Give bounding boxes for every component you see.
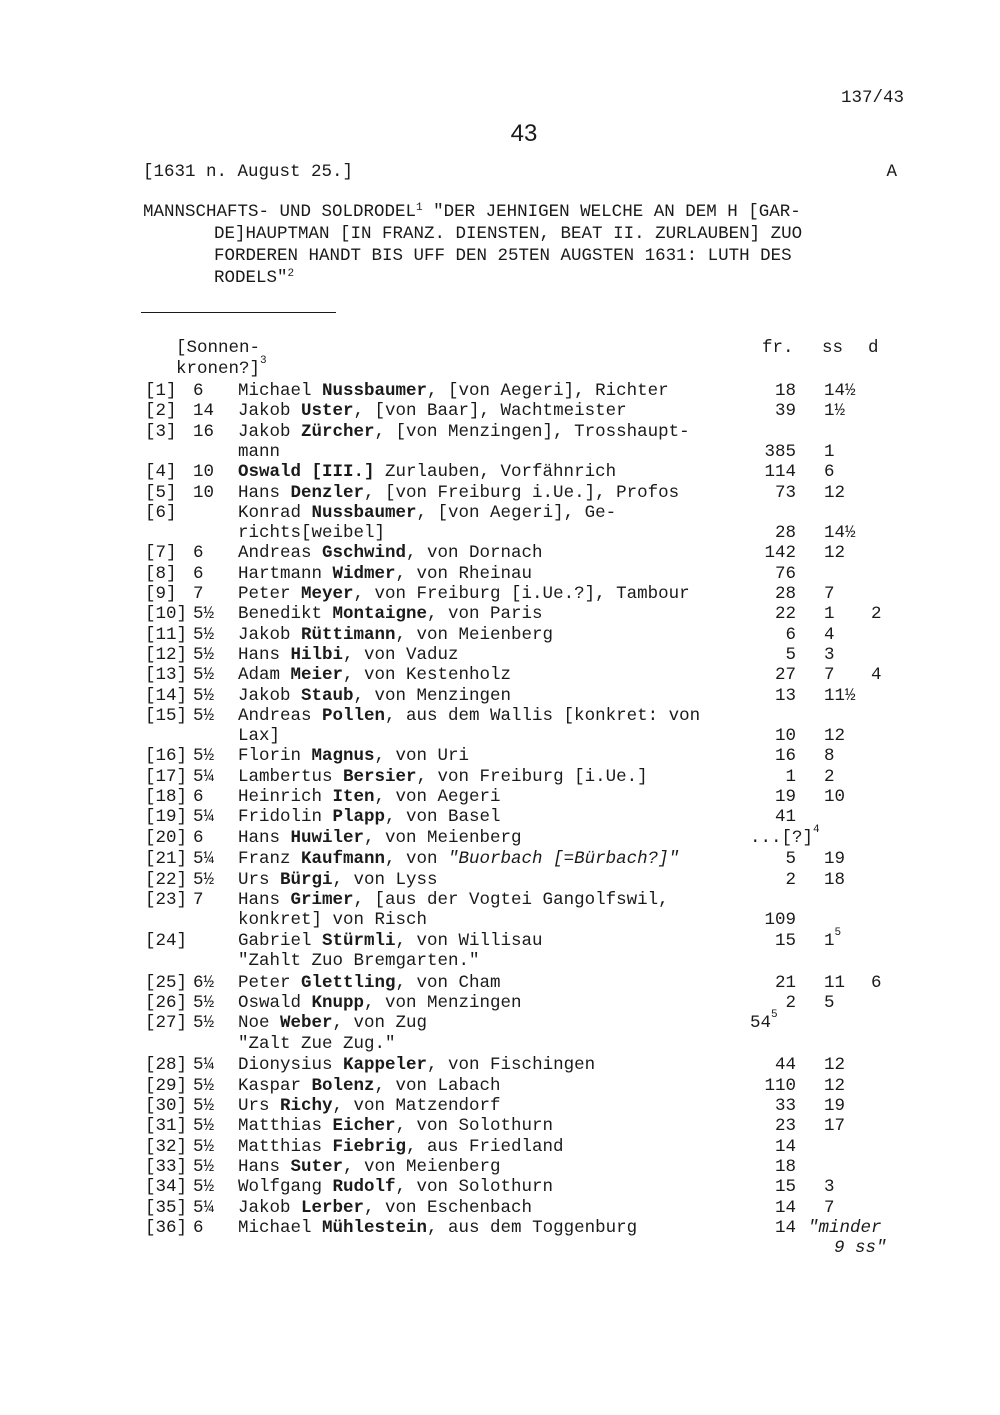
row-fr: ...[?]$^4$ (750, 823, 820, 848)
row-ss: 3 (824, 644, 835, 665)
row-sonnenkronen: 6 (193, 543, 204, 564)
table-row (0, 870, 1000, 890)
row-name: Benedikt Montaigne, von Paris (238, 604, 543, 625)
table-row (0, 1096, 1000, 1116)
table-row (0, 564, 1000, 584)
separator-rule (141, 312, 336, 313)
row-index: [11] (145, 624, 188, 645)
row-ss: 12 (824, 1055, 846, 1076)
table-row (0, 890, 1000, 931)
row-sonnenkronen: 5½ (193, 685, 215, 706)
row-sonnenkronen: 6 (193, 827, 204, 848)
row-name: Jakob Zürcher, [von Menzingen], Trosshaupt- (238, 421, 690, 442)
fr-footnote: 4 (813, 823, 820, 836)
row-name: Hans Suter, von Meienberg (238, 1156, 501, 1177)
row-name: Michael Mühlestein, aus dem Toggenburg (238, 1217, 638, 1238)
table-row (0, 746, 1000, 766)
table-row (0, 1177, 1000, 1197)
row-index: [13] (145, 665, 188, 686)
row-ss: 17 (824, 1116, 846, 1137)
table-row (0, 1076, 1000, 1096)
row-sonnenkronen: 5½ (193, 705, 215, 726)
row-name: Andreas Pollen, aus dem Wallis [konkret: von (238, 705, 701, 726)
row-name: Kaspar Bolenz, von Labach (238, 1075, 501, 1096)
row-sonnenkronen: 5¼ (193, 766, 215, 787)
row-ss: 6 (824, 462, 835, 483)
row-name: Lambertus Bersier, von Freiburg [i.Ue.] (238, 766, 648, 787)
row-index: [19] (145, 807, 188, 828)
row-fr: 19 (774, 787, 796, 807)
row-surname: Magnus (311, 746, 375, 767)
row-index: [16] (145, 746, 188, 767)
row-index: [36] (145, 1217, 188, 1238)
row-fr: 41 (774, 807, 796, 828)
row-fr: 10 (774, 726, 796, 747)
row-surname: Lerber (301, 1197, 365, 1218)
row-name: Heinrich Iten, von Aegeri (238, 787, 501, 807)
row-ss: 11 (824, 972, 846, 993)
row-surname: Kappeler (343, 1055, 428, 1076)
row-name: Hartmann Widmer, von Rheinau (238, 563, 533, 584)
row-index: [2] (145, 401, 177, 422)
table-row (0, 807, 1000, 827)
row-ss: $1^5$ (824, 926, 842, 951)
header-fr: fr. (762, 338, 794, 358)
row-index: [5] (145, 482, 177, 503)
row-fr: 18 (774, 1156, 796, 1177)
table-row (0, 1157, 1000, 1177)
row-surname: Rudolf (332, 1177, 396, 1198)
table-row (0, 625, 1000, 645)
row-surname: Eicher (332, 1116, 396, 1137)
table-row (0, 973, 1000, 993)
row-index: [6] (145, 502, 177, 523)
table-row (0, 1009, 1000, 1054)
fr-footnote: 5 (771, 1009, 778, 1022)
row-sonnenkronen: 5½ (193, 1177, 215, 1198)
row-index: [25] (145, 972, 188, 993)
row-name: Dionysius Kappeler, von Fischingen (238, 1055, 596, 1076)
row-surname: Gschwind (322, 543, 407, 564)
table-row (0, 849, 1000, 869)
row-sonnenkronen: 5¼ (193, 807, 215, 828)
row-name: Gabriel Stürmli, von Willisau (238, 930, 543, 951)
row-surname: Montaigne (332, 604, 428, 625)
row-sonnenkronen: 5½ (193, 604, 215, 625)
row-note: "Zahlt Zuo Bremgarten." (238, 950, 480, 971)
table-row (0, 787, 1000, 807)
row-sonnenkronen: 7 (193, 584, 204, 604)
row-ss: 1½ (824, 401, 846, 422)
table-row (0, 705, 1000, 747)
table-row (0, 381, 1000, 401)
table-row (0, 1198, 1000, 1218)
row-index: [14] (145, 685, 188, 706)
row-sonnenkronen: 5½ (193, 869, 215, 890)
row-name: Wolfgang Rudolf, von Solothurn (238, 1177, 554, 1198)
archive-reference: 137/43 (840, 88, 904, 108)
row-index: [12] (145, 644, 188, 665)
table-row (0, 584, 1000, 604)
row-note: "Zalt Zue Zug." (238, 1033, 396, 1054)
row-surname: Mühlestein (322, 1217, 428, 1238)
row-name: Peter Glettling, von Cham (238, 972, 501, 993)
row-fr: 6 (785, 624, 796, 645)
ss-footnote: 5 (834, 926, 842, 939)
row-fr: 14 (774, 1217, 796, 1238)
row-index: [35] (145, 1197, 188, 1218)
row-name: Franz Kaufmann, von "Buorbach [=Bürbach?]" (238, 849, 680, 870)
row-surname: Huwiler (290, 827, 365, 848)
row-name: Konrad Nussbaumer, [von Aegeri], Ge- (238, 502, 617, 523)
row-surname: Weber (280, 1013, 333, 1034)
row-surname: Widmer (332, 563, 396, 584)
header-d: d (868, 338, 879, 358)
row-name: Jakob Staub, von Menzingen (238, 685, 512, 706)
row-index: [15] (145, 705, 188, 726)
row-name: Hans Grimer, [aus der Vogtei Gangolfswil, (238, 890, 669, 910)
row-index: [9] (145, 584, 177, 604)
row-sonnenkronen: 5¼ (193, 1197, 215, 1218)
row-fr: 21 (774, 972, 796, 993)
table-row (0, 1055, 1000, 1075)
row-sonnenkronen: 5½ (193, 1096, 215, 1116)
row-fr: 18 (774, 381, 796, 401)
row-sonnenkronen: 5½ (193, 1116, 215, 1137)
row-ss: 2 (824, 766, 835, 787)
row-sonnenkronen: 10 (193, 462, 215, 483)
row-sonnenkronen: 14 (193, 401, 215, 422)
table-row (0, 926, 1000, 971)
title-line-2: DE]HAUPTMAN [IN FRANZ. DIENSTEN, BEAT II. ZURLAUBEN] ZUO (214, 224, 803, 244)
row-sonnenkronen: 5¼ (193, 1055, 215, 1076)
row-fr: 15 (774, 930, 796, 951)
row-surname: Pollen (322, 705, 386, 726)
row-name: Urs Bürgi, von Lyss (238, 869, 438, 890)
row-name: Oswald [III.] Zurlauben, Vorfähnrich (238, 462, 617, 483)
row-index: [20] (145, 827, 188, 848)
row-surname: Grimer (290, 890, 354, 910)
table-row (0, 1217, 1000, 1259)
row-fr: 23 (774, 1116, 796, 1137)
row-index: [28] (145, 1055, 188, 1076)
header-sonnenkronen-cont: kronen?]$^3$ (176, 355, 267, 379)
row-surname: Rüttimann (301, 624, 396, 645)
table-row (0, 462, 1000, 482)
row-fr: 142 (764, 543, 796, 564)
row-fr: 22 (774, 604, 796, 625)
row-sonnenkronen: 6 (193, 381, 204, 401)
row-ss: 3 (824, 1177, 835, 1198)
row-sonnenkronen: 10 (193, 482, 215, 503)
table-row (0, 993, 1000, 1013)
row-name: Matthias Fiebrig, aus Friedland (238, 1136, 564, 1157)
row-index: [24] (145, 930, 188, 951)
document-letter: A (886, 162, 897, 182)
row-ss-note: "minder (808, 1217, 882, 1238)
row-surname: Bürgi (280, 869, 333, 890)
row-index: [27] (145, 1013, 188, 1034)
header-sonnenkronen: [Sonnen- (176, 338, 261, 358)
row-index: [7] (145, 543, 177, 564)
row-ss: 11½ (824, 685, 856, 706)
table-row (0, 483, 1000, 503)
table-row (0, 767, 1000, 787)
title-line-3: FORDEREN HANDT BIS UFF DEN 25TEN AUGSTEN 1631: LUTH DES (214, 246, 792, 266)
table-row (0, 665, 1000, 685)
row-ss-note-cont: 9 ss" (834, 1238, 887, 1259)
date-line: [1631 n. August 25.] (143, 162, 354, 182)
row-ss: 7 (824, 1197, 835, 1218)
row-index: [32] (145, 1136, 188, 1157)
row-index: [17] (145, 766, 188, 787)
row-ss: 7 (824, 584, 835, 604)
row-name: Jakob Uster, [von Baar], Wachtmeister (238, 401, 627, 422)
row-ss: 18 (824, 869, 846, 890)
row-fr: 76 (774, 563, 796, 584)
row-name: Adam Meier, von Kestenholz (238, 665, 512, 686)
row-surname: Suter (290, 1156, 344, 1177)
row-ss: 14½ (824, 381, 856, 401)
row-fr: 5 (785, 849, 796, 870)
row-index: [8] (145, 563, 177, 584)
row-fr: 14 (774, 1136, 796, 1157)
row-ss: 7 (824, 665, 835, 686)
row-surname: Richy (280, 1096, 333, 1116)
row-name-cont: mann (238, 441, 281, 462)
table-row (0, 686, 1000, 706)
row-name: Urs Richy, von Matzendorf (238, 1096, 501, 1116)
row-fr: 14 (774, 1197, 796, 1218)
row-fr: 33 (774, 1096, 796, 1116)
row-name: Andreas Gschwind, von Dornach (238, 543, 543, 564)
row-index: [31] (145, 1116, 188, 1137)
table-row (0, 543, 1000, 563)
page-number: 43 (510, 120, 538, 147)
row-index: [33] (145, 1156, 188, 1177)
row-ss: 12 (824, 1075, 846, 1096)
row-index: [1] (145, 381, 177, 401)
row-ss: 19 (824, 849, 846, 870)
row-sonnenkronen: 5½ (193, 993, 215, 1013)
row-name: Oswald Knupp, von Menzingen (238, 993, 522, 1013)
row-surname: Denzler (290, 482, 365, 503)
table-row (0, 1116, 1000, 1136)
row-sonnenkronen: 6 (193, 563, 204, 584)
row-ss: 10 (824, 787, 846, 807)
row-index: [34] (145, 1177, 188, 1198)
row-name-cont: konkret] von Risch (238, 910, 428, 931)
row-ss: 8 (824, 746, 835, 767)
row-sonnenkronen: 5½ (193, 1013, 215, 1034)
row-surname: Nussbaumer (311, 502, 417, 523)
row-surname: Kaufmann (301, 849, 386, 870)
row-name: Florin Magnus, von Uri (238, 746, 470, 767)
row-name: Fridolin Plapp, von Basel (238, 807, 501, 828)
row-d: 6 (871, 972, 882, 993)
row-name-cont: Lax] (238, 726, 281, 747)
row-fr: 28 (774, 584, 796, 604)
table-row (0, 421, 1000, 462)
row-surname: Meier (290, 665, 344, 686)
row-sonnenkronen: 5½ (193, 644, 215, 665)
row-sonnenkronen: 5½ (193, 1075, 215, 1096)
row-fr: 2 (785, 993, 796, 1013)
row-name: Noe Weber, von Zug (238, 1013, 428, 1034)
row-fr: 2 (785, 869, 796, 890)
row-surname: Staub (301, 685, 354, 706)
row-sonnenkronen: 7 (193, 890, 204, 910)
row-name: Matthias Eicher, von Solothurn (238, 1116, 554, 1137)
table-row (0, 502, 1000, 544)
row-fr: 13 (774, 685, 796, 706)
row-surname: Hilbi (290, 644, 344, 665)
table-row (0, 401, 1000, 421)
row-fr: $54^5$ (750, 1009, 778, 1034)
row-d: 2 (871, 604, 882, 625)
table-row (0, 1137, 1000, 1157)
row-name-cont: richts[weibel] (238, 523, 386, 544)
row-name: Jakob Rüttimann, von Meienberg (238, 624, 554, 645)
row-fr: 15 (774, 1177, 796, 1198)
row-fr: 385 (764, 441, 796, 462)
row-index: [23] (145, 890, 188, 910)
header-ss: ss (822, 338, 844, 358)
row-surname: Oswald [III.] (238, 462, 375, 483)
row-surname: Plapp (332, 807, 386, 828)
row-surname: Meyer (301, 584, 354, 604)
row-sonnenkronen: 6 (193, 787, 204, 807)
row-name: Jakob Lerber, von Eschenbach (238, 1197, 533, 1218)
row-surname: Bolenz (311, 1075, 375, 1096)
row-sonnenkronen: 5½ (193, 1156, 215, 1177)
row-surname: Uster (301, 401, 354, 422)
row-sonnenkronen: 5½ (193, 665, 215, 686)
row-ss: 12 (824, 543, 846, 564)
row-sonnenkronen: 5½ (193, 746, 215, 767)
row-ss: 19 (824, 1096, 846, 1116)
row-fr: 27 (774, 665, 796, 686)
row-name: Michael Nussbaumer, [von Aegeri], Richter (238, 381, 669, 401)
row-fr: 39 (774, 401, 796, 422)
row-name: Hans Hilbi, von Vaduz (238, 644, 459, 665)
table-row (0, 604, 1000, 624)
row-surname: Zürcher (301, 421, 375, 442)
row-index: [3] (145, 421, 177, 442)
row-sonnenkronen: 5½ (193, 1136, 215, 1157)
title-line-4: RODELS"$^2$ (214, 268, 295, 288)
row-sonnenkronen: 5¼ (193, 849, 215, 870)
row-surname: Fiebrig (332, 1136, 407, 1157)
row-fr: 114 (764, 462, 796, 483)
row-fr: 16 (774, 746, 796, 767)
row-name: Peter Meyer, von Freiburg [i.Ue.?], Tambour (238, 584, 690, 604)
row-surname: Stürmli (322, 930, 396, 951)
row-fr: 44 (774, 1055, 796, 1076)
row-index: [22] (145, 869, 188, 890)
row-ss: 1 (824, 441, 835, 462)
row-index: [30] (145, 1096, 188, 1116)
row-sonnenkronen: 6½ (193, 972, 215, 993)
row-surname: Bersier (343, 766, 417, 787)
table-row (0, 823, 1000, 848)
title-line-1: MANNSCHAFTS- UND SOLDRODEL$^1$ "DER JEHNIGEN WELCHE AN DEM H [GAR- (143, 202, 801, 222)
row-index: [18] (145, 787, 188, 807)
row-ss: 1 (824, 604, 835, 625)
row-sonnenkronen: 16 (193, 421, 215, 442)
row-index: [21] (145, 849, 188, 870)
row-fr: 1 (785, 766, 796, 787)
row-d: 4 (871, 665, 882, 686)
row-surname: Knupp (311, 993, 365, 1013)
row-name: Hans Huwiler, von Meienberg (238, 827, 522, 848)
row-ss: 12 (824, 726, 846, 747)
row-index: [10] (145, 604, 188, 625)
row-ss: 14½ (824, 523, 856, 544)
row-fr: 73 (774, 482, 796, 503)
row-index: [26] (145, 993, 188, 1013)
row-sonnenkronen: 6 (193, 1217, 204, 1238)
row-ss: 5 (824, 993, 835, 1013)
row-index: [4] (145, 462, 177, 483)
table-row (0, 645, 1000, 665)
row-surname: Iten (332, 787, 375, 807)
row-index: [29] (145, 1075, 188, 1096)
row-ss: 4 (824, 624, 835, 645)
row-sonnenkronen: 5½ (193, 624, 215, 645)
row-fr: 28 (774, 523, 796, 544)
row-place-italic: "Buorbach [=Bürbach?]" (448, 849, 680, 870)
row-ss: 12 (824, 482, 846, 503)
row-fr: 110 (764, 1075, 796, 1096)
row-surname: Nussbaumer (322, 381, 428, 401)
row-fr: 5 (785, 644, 796, 665)
row-name: Hans Denzler, [von Freiburg i.Ue.], Profos (238, 482, 680, 503)
row-fr: 109 (764, 910, 796, 931)
row-surname: Glettling (301, 972, 396, 993)
